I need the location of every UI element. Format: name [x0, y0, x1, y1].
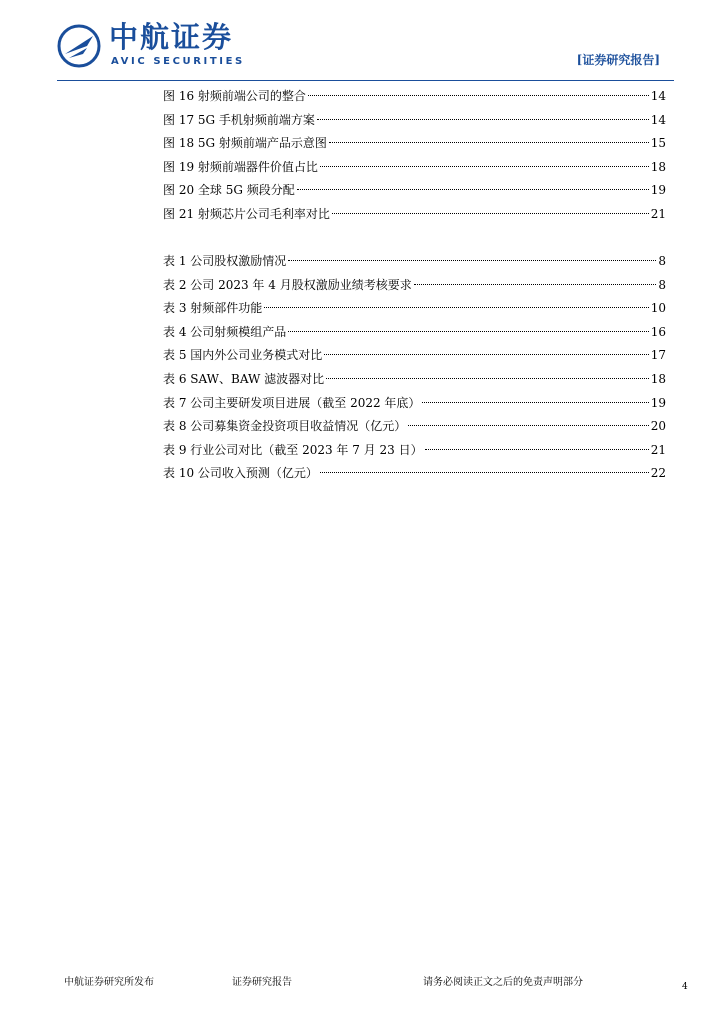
dot-leader [320, 165, 649, 167]
dot-leader [332, 212, 649, 214]
toc-entry-page: 10 [650, 301, 666, 316]
dot-leader [425, 448, 649, 450]
toc-entry-title: 图 18 5G 射频前端产品示意图 [163, 136, 327, 151]
footer-publisher: 中航证券研究所发布 [64, 977, 154, 988]
toc-entry-title: 表 1 公司股权激励情况 [163, 254, 287, 268]
toc-entry-page: 14 [650, 89, 666, 103]
toc-entry[interactable] [163, 416, 666, 440]
table-list [163, 251, 666, 487]
toc-entry-page: 14 [650, 112, 666, 127]
toc-entry-title: 图 21 射频芯片公司毛利率对比 [163, 206, 330, 221]
toc-entry-title: 表 8 公司募集资金投资项目收益情况（亿元） [163, 419, 407, 434]
toc-entry-title: 表 6 SAW、BAW 滤波器对比 [163, 371, 325, 386]
report-type-tag: [证券研究报告] [576, 53, 660, 67]
toc-entry[interactable] [163, 345, 666, 369]
toc-entry[interactable] [163, 369, 666, 393]
toc-entry[interactable] [163, 133, 666, 157]
toc-entry-title: 表 2 公司 2023 年 4 月股权激励业绩考核要求 [163, 277, 412, 292]
toc-entry[interactable] [163, 298, 666, 322]
page-footer [0, 970, 724, 1000]
toc-entry-title: 表 3 射频部件功能 [163, 301, 263, 316]
dot-leader [326, 377, 649, 379]
dot-leader [329, 141, 649, 143]
dot-leader [324, 353, 648, 355]
brand-name-en: AVIC SECURITIES [111, 56, 245, 67]
toc-entry[interactable] [163, 204, 666, 228]
toc-entry[interactable] [163, 440, 666, 464]
toc-entry-title: 图 16 射频前端公司的整合 [163, 89, 306, 103]
toc-entry-page: 8 [658, 277, 666, 292]
dot-leader [414, 283, 657, 285]
toc-entry-title: 表 9 行业公司对比（截至 2023 年 7 月 23 日） [163, 442, 423, 457]
page-number: 4 [682, 982, 688, 992]
toc-entry[interactable] [163, 275, 666, 299]
toc-entry-title: 图 20 全球 5G 频段分配 [163, 183, 295, 198]
dot-leader [264, 306, 648, 308]
toc-entry-title: 表 7 公司主要研发项目进展（截至 2022 年底） [163, 395, 421, 410]
dot-leader [297, 188, 649, 190]
toc-entry-page: 20 [650, 419, 666, 434]
figure-list [163, 86, 666, 228]
toc-entry-page: 19 [650, 183, 666, 198]
toc-entry-title: 表 10 公司收入预测（亿元） [163, 466, 318, 481]
dot-leader [288, 330, 648, 332]
toc-entry-title: 表 4 公司射频模组产品 [163, 324, 287, 339]
toc-entry-page: 16 [650, 324, 666, 339]
toc-entry-page: 8 [658, 254, 666, 268]
toc-entry-page: 17 [650, 348, 666, 363]
toc-entry-page: 21 [650, 206, 666, 221]
toc-entry[interactable] [163, 463, 666, 487]
footer-doc-type: 证券研究报告 [232, 977, 292, 988]
dot-leader [317, 118, 649, 120]
toc-entry[interactable] [163, 393, 666, 417]
toc-entry-page: 21 [650, 442, 666, 457]
dot-leader [320, 471, 649, 473]
toc-entry-page: 18 [650, 371, 666, 386]
toc-entry-title: 图 17 5G 手机射频前端方案 [163, 112, 315, 127]
toc-entry[interactable] [163, 251, 666, 275]
dot-leader [422, 401, 648, 403]
toc-entry[interactable] [163, 157, 666, 181]
toc-entry-page: 15 [650, 136, 666, 151]
page-header [0, 0, 724, 82]
toc-entry[interactable] [163, 86, 666, 110]
dot-leader [288, 259, 656, 261]
toc-entry[interactable] [163, 322, 666, 346]
dot-leader [408, 424, 648, 426]
header-divider [57, 80, 674, 81]
toc-entry-page: 22 [650, 466, 666, 481]
toc-entry-page: 19 [650, 395, 666, 410]
brand-name-cn: 中航证券 [109, 20, 234, 54]
toc-entry[interactable] [163, 180, 666, 204]
footer-disclaimer: 请务必阅读正文之后的免责声明部分 [423, 977, 583, 988]
dot-leader [308, 94, 649, 96]
toc-entry-title: 图 19 射频前端器件价值占比 [163, 159, 318, 174]
toc-entry-page: 18 [650, 159, 666, 174]
toc-entry-title: 表 5 国内外公司业务模式对比 [163, 348, 323, 363]
toc-entry[interactable] [163, 110, 666, 134]
avic-logo-icon [57, 24, 101, 68]
